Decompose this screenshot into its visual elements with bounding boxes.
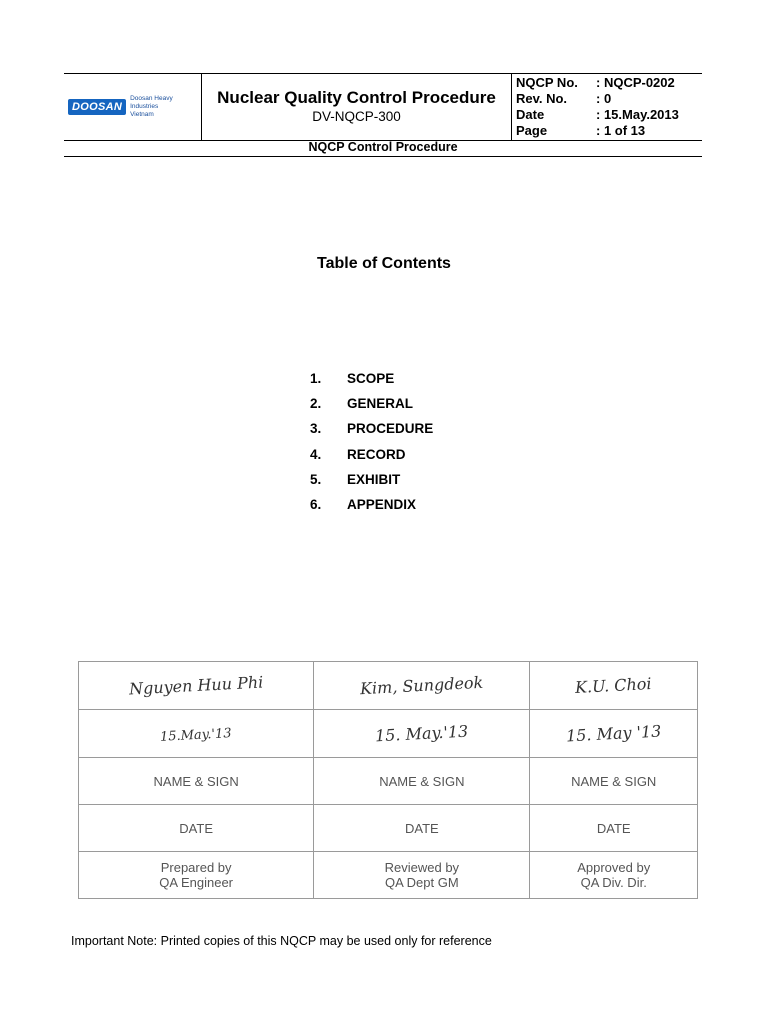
name-sign-label: NAME & SIGN xyxy=(314,758,530,805)
table-of-contents xyxy=(310,369,433,520)
name-sign-label: NAME & SIGN xyxy=(79,758,314,805)
procedure-subheading: NQCP Control Procedure xyxy=(64,139,702,157)
meta-row-page: Page : 1 of 13 xyxy=(516,123,646,138)
date-label: DATE xyxy=(314,805,530,852)
title-cell xyxy=(202,74,512,141)
name-sign-label: NAME & SIGN xyxy=(530,758,698,805)
toc-title: Table of Contents xyxy=(317,255,451,272)
meta-row-date: Date : 15.May.2013 xyxy=(516,107,679,122)
logo-badge: DOOSAN xyxy=(68,99,126,115)
meta-row-nqcp-no: NQCP No. : NQCP-0202 xyxy=(516,75,675,90)
role-approved: Approved by QA Div. Dir. xyxy=(530,852,698,899)
toc-item: 2. GENERAL xyxy=(310,396,414,412)
company-logo xyxy=(64,95,201,119)
signature-approved: K.U. Choi xyxy=(530,662,698,710)
document-code: DV-NQCP-300 xyxy=(312,109,401,124)
date-prepared: 15.May.'13 xyxy=(79,710,314,758)
toc-item: 1. SCOPE xyxy=(310,371,395,386)
role-reviewed: Reviewed by QA Dept GM xyxy=(314,852,530,899)
date-reviewed: 15. May.'13 xyxy=(314,710,530,758)
meta-cell xyxy=(512,74,703,141)
document-title: Nuclear Quality Control Procedure xyxy=(217,88,496,107)
signature-table xyxy=(78,661,698,899)
signature-reviewed: Kim, Sungdeok xyxy=(314,662,530,710)
date-approved: 15. May '13 xyxy=(530,710,698,758)
toc-item: 4. RECORD xyxy=(310,446,406,462)
toc-item: 6. APPENDIX xyxy=(310,496,417,512)
company-logo-cell xyxy=(64,74,202,141)
important-note: Important Note: Printed copies of this NQCP may be used only for reference xyxy=(71,934,492,948)
role-prepared: Prepared by QA Engineer xyxy=(79,852,314,899)
date-label: DATE xyxy=(530,805,698,852)
date-label: DATE xyxy=(79,805,314,852)
toc-item: 3. PROCEDURE xyxy=(310,421,434,437)
toc-item: 5. EXHIBIT xyxy=(310,471,401,487)
signature-prepared: Nguyen Huu Phi xyxy=(79,662,314,710)
document-header xyxy=(64,73,702,141)
logo-text: Doosan Heavy Industries Vietnam xyxy=(130,95,173,118)
meta-row-rev-no: Rev. No. : 0 xyxy=(516,91,612,106)
